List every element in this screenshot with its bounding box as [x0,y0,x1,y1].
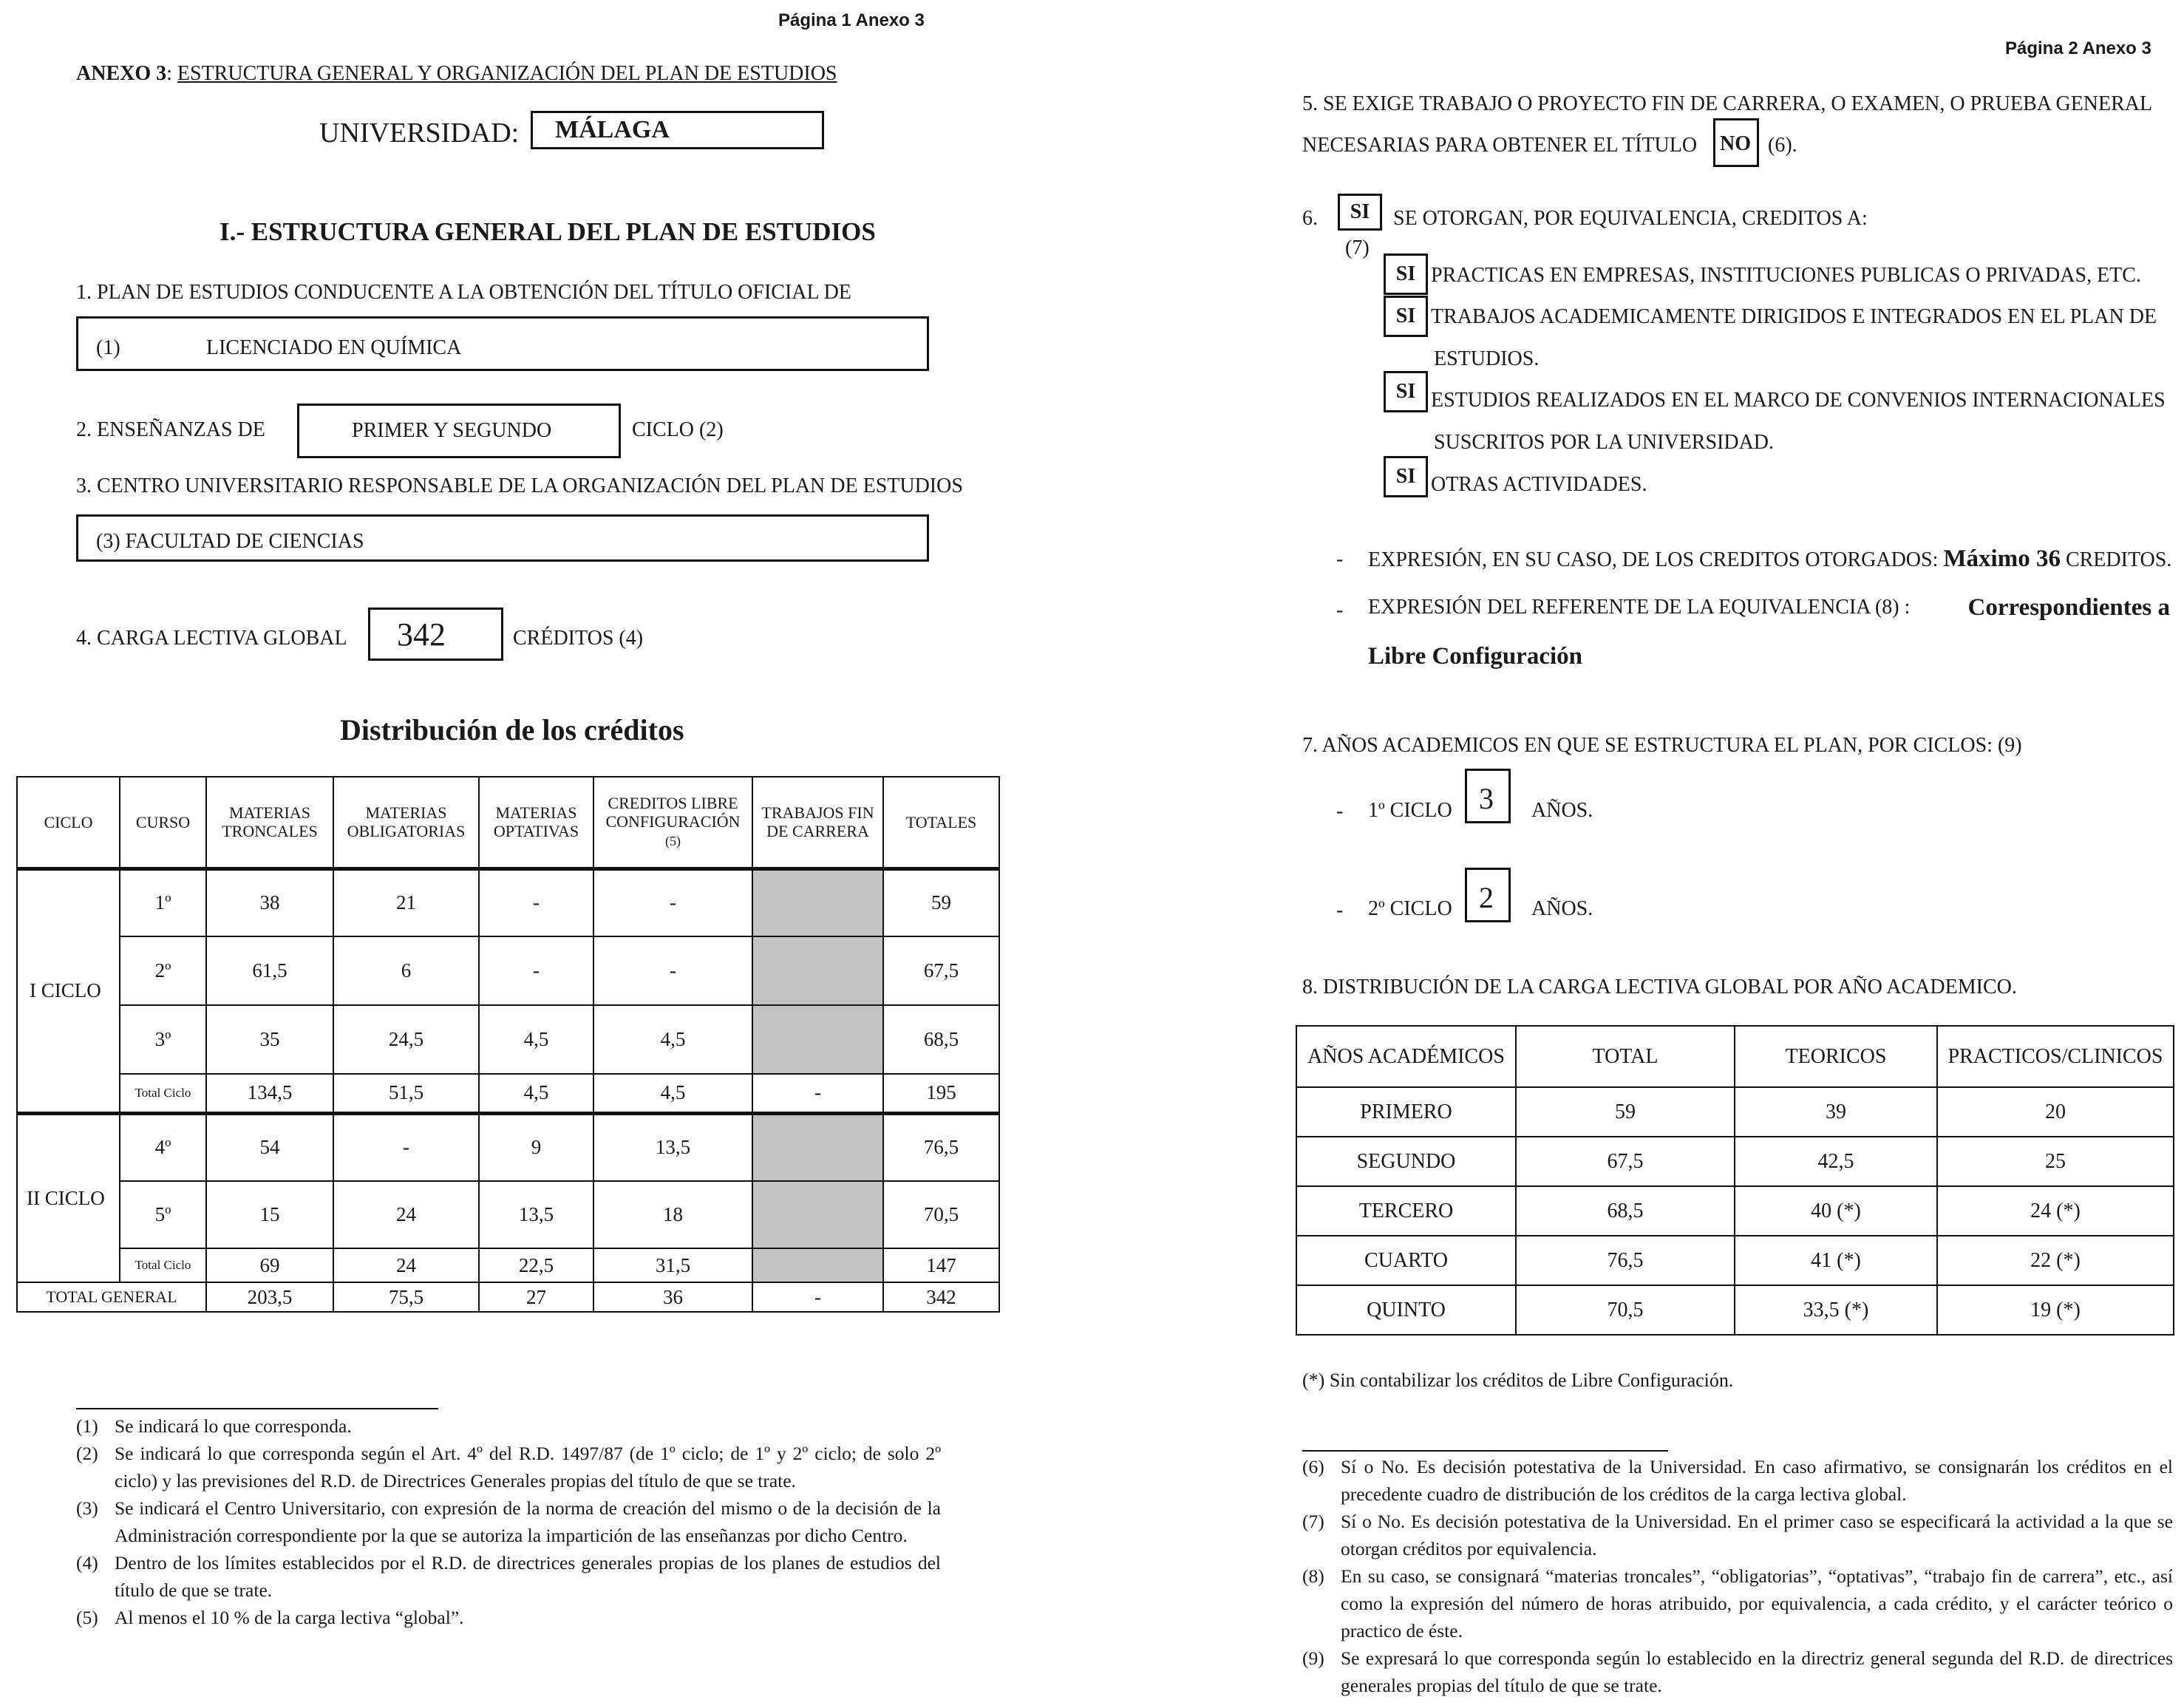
footnote-rule [1302,1450,1668,1452]
footnote-rule [76,1408,438,1409]
cell-practicos: 22 (*) [1937,1236,2174,1285]
cell-totales: 76,5 [883,1113,999,1181]
expression-equivalence-value: Correspondientes a [1967,594,2170,621]
header-practicos: PRACTICOS/CLINICOS [1937,1026,2174,1087]
table-row [1296,1186,2174,1236]
cell-totales: 195 [883,1074,999,1113]
table-row-total-ciclo [17,1074,999,1113]
page-1-header: Página 1 Anexo 3 [778,10,925,30]
footnote: (4) Dentro de los límites establecidos por el R.D. de directrices generales propias de los planes de estudios del título de que se trate. [76,1552,941,1601]
universidad-box [531,111,824,149]
cell-curso: 5º [120,1181,206,1248]
expression-equivalence-label: EXPRESIÓN DEL REFERENTE DE LA EQUIVALENCIA (8) : [1368,596,1911,619]
cell-curso: 2º [120,936,206,1005]
item-1-num: (1) [96,336,120,359]
anexo-heading: ANEXO 3: ESTRUCTURA GENERAL Y ORGANIZACIÓN DEL PLAN DE ESTUDIOS [76,62,837,85]
option-1-value: SI [1395,262,1416,285]
cell-obligatorias: - [333,1113,479,1181]
cell-trabajos-shaded [752,1181,883,1248]
cell-optativas: 4,5 [479,1005,593,1074]
table-row [1296,1087,2174,1137]
option-3-value: SI [1395,380,1416,403]
option-2-value: SI [1395,304,1416,327]
option-3-text: ESTUDIOS REALIZADOS EN EL MARCO DE CONVENIOS INTERNACIONALES [1431,389,2166,412]
cell-trabajos: - [752,1282,883,1312]
cell-libre: 36 [593,1282,752,1312]
item-5-suffix: (6). [1768,134,1797,157]
cell-year: QUINTO [1296,1285,1516,1335]
ciclo-2-years-value: 2 [1479,881,1494,914]
cell-teoricos: 39 [1735,1087,1937,1137]
cell-total: 70,5 [1516,1285,1735,1335]
anexo-label: ANEXO 3 [76,62,167,85]
cell-practicos: 25 [1937,1137,2174,1186]
footnote: (3) Se indicará el Centro Universitario, con expresión de la norma de creación del mismo o de la decisión de la Administración correspondiente por la que se autoriza la impartición de las enseñanzas por dicho Centro. [76,1497,941,1546]
cell-totales: 70,5 [883,1181,999,1248]
cell-total: 59 [1516,1087,1735,1137]
cell-troncales: 15 [206,1181,333,1248]
table-row [17,868,999,936]
cell-trabajos-shaded [752,1113,883,1181]
item-2-label: 2. ENSEÑANZAS DE [76,418,265,441]
cell-trabajos: - [752,1074,883,1113]
table-row [1296,1236,2174,1285]
item-2-value: PRIMER Y SEGUNDO [352,419,552,442]
page-2-header: Página 2 Anexo 3 [2005,38,2151,58]
table-row [17,1005,999,1074]
cell-trabajos-shaded [752,936,883,1005]
option-4-box [1384,456,1428,497]
cell-libre: - [593,868,752,936]
cell-totales: 342 [883,1282,999,1312]
item-5-value: NO [1720,132,1751,155]
ciclo-2-label: II CICLO [17,1113,120,1282]
cell-libre: 13,5 [593,1113,752,1181]
cell-total: 76,5 [1516,1236,1735,1285]
cell-obligatorias: 24,5 [333,1005,479,1074]
header-curso: CURSO [120,777,206,868]
cell-troncales: 69 [206,1248,333,1282]
option-4-text: OTRAS ACTIVIDADES. [1431,473,1647,496]
cell-obligatorias: 75,5 [333,1282,479,1312]
option-1-text: PRACTICAS EN EMPRESAS, INSTITUCIONES PUBLICAS O PRIVADAS, ETC. [1431,264,2141,287]
item-6-num: 6. [1302,207,1318,230]
option-1-box [1384,254,1428,295]
cell-teoricos: 41 (*) [1735,1236,1937,1285]
cell-year: CUARTO [1296,1236,1516,1285]
cell-practicos: 19 (*) [1937,1285,2174,1335]
table-row [17,936,999,1005]
header-total: TOTAL [1516,1026,1735,1087]
universidad-label: UNIVERSIDAD: [319,118,520,149]
cell-teoricos: 42,5 [1735,1137,1937,1186]
table-row-total-ciclo [17,1248,999,1282]
cell-year: TERCERO [1296,1186,1516,1236]
option-2-text-cont: ESTUDIOS. [1434,347,1540,370]
item-6-note: (7) [1345,237,1370,259]
footnote: (8) En su caso, se consignará “materias troncales”, “obligatorias”, “optativas”, “trabajo fin de carrera”, etc., así como la expresión del número de horas atribuido, por equivalencia, a cada crédito, y el carácter teórico o practico de éste. [1302,1565,2173,1641]
ciclo-1-years-unit: AÑOS. [1531,799,1593,822]
cell-troncales: 35 [206,1005,333,1074]
total-general-label: TOTAL GENERAL [17,1282,206,1312]
ciclo-2-years-unit: AÑOS. [1531,897,1593,920]
cell-trabajos-shaded [752,868,883,936]
cell-obligatorias: 6 [333,936,479,1005]
header-anos-academicos: AÑOS ACADÉMICOS [1296,1026,1516,1087]
item-5-line-2: NECESARIAS PARA OBTENER EL TÍTULO [1302,134,1698,157]
table-row [17,1181,999,1248]
item-6-label: SE OTORGAN, POR EQUIVALENCIA, CREDITOS A: [1393,207,1868,230]
cell-totales: 59 [883,868,999,936]
footnote: (2) Se indicará lo que corresponda según el Art. 4º del R.D. 1497/87 (de 1º ciclo; de 1º y 2º ciclo; de solo 2º ciclo) y las previsiones del R.D. de Directrices Generales propias del título de que se trate. [76,1443,941,1491]
footnote: (5) Al menos el 10 % de la carga lectiva “global”. [76,1607,464,1628]
cell-obligatorias: 51,5 [333,1074,479,1113]
header-totales: TOTALES [883,777,999,868]
bullet-dash: - [1336,548,1344,571]
page-1-footnotes [76,1412,941,1631]
table-row [17,1113,999,1181]
expression-credits-value: Máximo 36 [1943,545,2061,572]
universidad-value: MÁLAGA [555,116,670,143]
cell-troncales: 61,5 [206,936,333,1005]
cell-total: 67,5 [1516,1137,1735,1186]
item-3-box [76,514,929,562]
header-troncales: MATERIAS TRONCALES [206,777,333,868]
cell-obligatorias: 21 [333,868,479,936]
item-1-label: 1. PLAN DE ESTUDIOS CONDUCENTE A LA OBTENCIÓN DEL TÍTULO OFICIAL DE [76,281,851,304]
option-3-text-cont: SUSCRITOS POR LA UNIVERSIDAD. [1434,431,1775,454]
table-header-row [17,777,999,868]
anexo-title: ESTRUCTURA GENERAL Y ORGANIZACIÓN DEL PLAN DE ESTUDIOS [177,62,837,85]
cell-libre: 31,5 [593,1248,752,1282]
distribution-title: Distribución de los créditos [340,713,684,746]
cell-practicos: 24 (*) [1937,1186,2174,1236]
expression-credits [1368,545,2171,573]
cell-troncales: 203,5 [206,1282,333,1312]
ciclo-1-years-value: 3 [1479,782,1494,815]
cell-curso: 3º [120,1005,206,1074]
cell-curso: 4º [120,1113,206,1181]
footnote: (1) Se indicará lo que corresponda. [76,1415,352,1437]
item-5-box [1713,118,1759,167]
item-4-label: 4. CARGA LECTIVA GLOBAL [76,627,347,650]
cell-totales: 67,5 [883,936,999,1005]
item-7-label: 7. AÑOS ACADEMICOS EN QUE SE ESTRUCTURA EL PLAN, POR CICLOS: (9) [1302,734,2022,757]
cell-trabajos-shaded [752,1005,883,1074]
item-2-suffix: CICLO (2) [632,418,724,441]
cell-troncales: 38 [206,868,333,936]
section-title: I.- ESTRUCTURA GENERAL DEL PLAN DE ESTUDIOS [220,217,876,246]
item-6-box [1338,194,1382,231]
item-5-line-1: 5. SE EXIGE TRABAJO O PROYECTO FIN DE CARRERA, O EXAMEN, O PRUEBA GENERAL [1302,92,2153,115]
cell-optativas: 27 [479,1282,593,1312]
cell-libre: - [593,936,752,1005]
page-2-footnotes [1302,1453,2173,1699]
bullet-dash: - [1336,599,1344,622]
header-teoricos: TEORICOS [1735,1026,1937,1087]
header-trabajos-fin-carrera: TRABAJOS FIN DE CARRERA [752,777,883,868]
item-4-value: 342 [397,616,446,653]
item-1-box [76,316,929,371]
header-ciclo: CICLO [17,777,120,868]
ciclo-2-years-box [1465,868,1511,922]
cell-libre: 4,5 [593,1074,752,1113]
option-2-box [1384,296,1428,337]
cell-teoricos: 40 (*) [1735,1186,1937,1236]
option-2-text: TRABAJOS ACADEMICAMENTE DIRIGIDOS E INTEGRADOS EN EL PLAN DE [1431,305,2157,328]
cell-year: PRIMERO [1296,1087,1516,1137]
item-3-value: (3) FACULTAD DE CIENCIAS [96,530,364,553]
item-8-label: 8. DISTRIBUCIÓN DE LA CARGA LECTIVA GLOBAL POR AÑO ACADEMICO. [1302,976,2017,998]
option-4-value: SI [1395,465,1416,488]
ciclo-1-years-label: 1º CICLO [1368,799,1452,822]
expression-equivalence [1368,596,2170,619]
cell-curso: 1º [120,868,206,936]
cell-year: SEGUNDO [1296,1137,1516,1186]
annual-load-table [1296,1025,2174,1336]
cell-troncales: 54 [206,1113,333,1181]
table-row [1296,1137,2174,1186]
cell-totales: 68,5 [883,1005,999,1074]
item-2-box [297,404,621,458]
footnote: (7) Sí o No. Es decisión potestativa de la Universidad. En el primer caso se especificará la actividad a la que se otorgan créditos por equivalencia. [1302,1511,2173,1559]
cell-optativas: 4,5 [479,1074,593,1113]
cell-obligatorias: 24 [333,1248,479,1282]
table-row-total-general [17,1282,999,1312]
footnote: (9) Se expresará lo que corresponda según lo establecido en la directriz general segunda del R.D. de directrices generales propias del título de que se trate. [1302,1647,2173,1696]
total-ciclo-label: Total Ciclo [120,1074,206,1113]
table-note: (*) Sin contabilizar los créditos de Libre Configuración. [1302,1370,1734,1391]
ciclo-2-years-label: 2º CICLO [1368,897,1452,920]
ciclo-1-years-box [1465,769,1511,823]
cell-troncales: 134,5 [206,1074,333,1113]
footnote: (6) Sí o No. Es decisión potestativa de la Universidad. En caso afirmativo, se consignarán los créditos en el precedente cuadro de distribución de los créditos de la carga lectiva global. [1302,1456,2173,1505]
cell-practicos: 20 [1937,1087,2174,1137]
cell-optativas: - [479,868,593,936]
expression-credits-suffix: CREDITOS. [2065,548,2172,571]
cell-obligatorias: 24 [333,1181,479,1248]
cell-totales: 147 [883,1248,999,1282]
header-obligatorias: MATERIAS OBLIGATORIAS [333,777,479,868]
bullet-dash: - [1336,899,1344,922]
item-3-label: 3. CENTRO UNIVERSITARIO RESPONSABLE DE LA ORGANIZACIÓN DEL PLAN DE ESTUDIOS [76,474,963,497]
credit-distribution-table [16,776,1000,1313]
cell-teoricos: 33,5 (*) [1735,1285,1937,1335]
total-ciclo-label: Total Ciclo [120,1248,206,1282]
cell-optativas: - [479,936,593,1005]
annual-header-row [1296,1026,2174,1087]
cell-trabajos-shaded [752,1248,883,1282]
header-libre-configuracion: CREDITOS LIBRE CONFIGURACIÓN (5) [593,777,752,868]
option-3-box [1384,371,1428,412]
expression-equivalence-value-cont: Libre Configuración [1368,643,1582,670]
cell-libre: 18 [593,1181,752,1248]
table-row [1296,1285,2174,1335]
cell-optativas: 13,5 [479,1181,593,1248]
expression-credits-label: EXPRESIÓN, EN SU CASO, DE LOS CREDITOS OTORGADOS: [1368,548,1939,571]
cell-total: 68,5 [1516,1186,1735,1236]
ciclo-1-label: I CICLO [17,868,120,1113]
item-4-box [368,608,503,661]
bullet-dash: - [1336,800,1344,823]
cell-libre: 4,5 [593,1005,752,1074]
cell-optativas: 9 [479,1113,593,1181]
item-4-suffix: CRÉDITOS (4) [513,627,644,650]
header-optativas: MATERIAS OPTATIVAS [479,777,593,868]
item-1-value: LICENCIADO EN QUÍMICA [206,336,462,359]
cell-optativas: 22,5 [479,1248,593,1282]
item-6-value: SI [1350,200,1370,223]
